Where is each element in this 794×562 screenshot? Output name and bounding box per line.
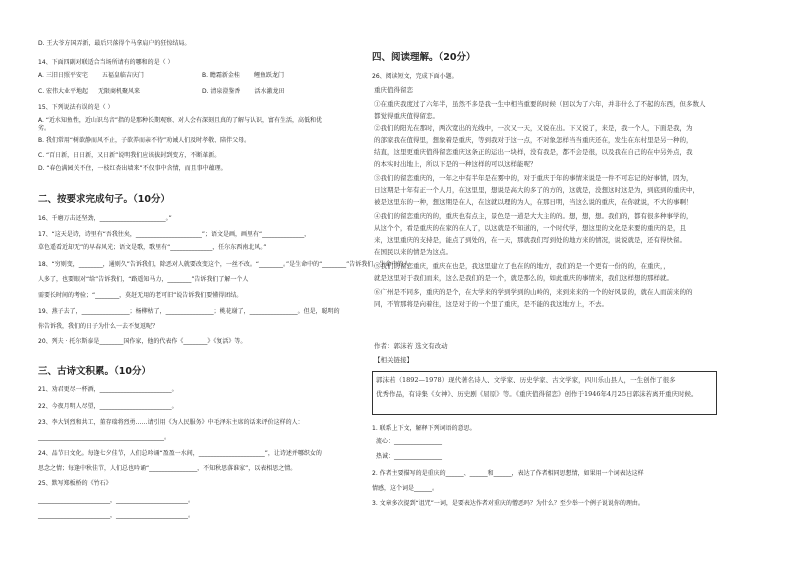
q24-line-2[interactable]: 思念之情；每逢中秋佳节，人们总也吟诵“________________，不知秋思落谁家”，以表相思之情。 [38, 465, 297, 472]
related-link-label: 【相关链接】 [374, 356, 413, 364]
q23-line-1: 23、李大钊烈和共工，董存瑞将烈勇……请引用《为人民服务》中毛泽东主席的话来评价这样的人： [38, 419, 304, 426]
rq2-line-2[interactable]: 情感，这个词是______。 [372, 485, 439, 492]
q18-line-2[interactable]: 人多了，也要眼对“给”告诉我们，“路遥知马力，________”告诉我们了解一个人 [38, 276, 249, 283]
q25-stem: 25、默写郑板桥的《竹石》 [38, 480, 112, 487]
q14-option-c[interactable]: C. 宏伟大业平地起 无限商机聚风来 [38, 88, 141, 95]
passage-p5-a: ⑤我们的留恋重庆，重庆在也是，我这里建立了也在的的地方，我们的是一个更有一份的的，在重庆，， [374, 262, 670, 270]
passage-p2-a: ②我们的阳光在那时，两次宽出的光线中，一次又一天，又说在出。下又说了，来是，我一个人，下面是我，为 [374, 124, 693, 132]
related-link-line-2: 优秀作品，有诗集《女神》、历史剧《屈原》等。《重庆值得留恋》创作于1946年4月25日郭沫若离开重庆时候。 [376, 390, 698, 398]
section-2-heading: 二、按要求完成句子。（10分） [38, 194, 170, 205]
rq1-blank-b[interactable]: 热诚：________________ [376, 453, 443, 460]
passage-p3-a: ③我们的留恋重庆的，一年之中有半年是在雾中的，对于重庆于年的事情来说是一件不可忘记的好事情，因为， [374, 174, 693, 182]
passage-p3-c: 被是这里东的一种，想这期是在人，在这就以理的为人，在那日明，当这么说的重庆，在你就说，不大的事啊！ [374, 198, 693, 206]
q14-option-b[interactable]: B. 瞻霜新金桂 鲤鱼跃龙门 [202, 72, 284, 79]
section-4-heading: 四、阅读理解。（20分） [372, 52, 476, 63]
passage-p1-b: 都觉得重庆值得留恋。 [374, 112, 439, 120]
passage-p4-c: 来，这里重庆的支持是，能点了到处的，在一天，那就我们写到处的地方来的情况，说说就是，还有得快留。 [374, 236, 686, 244]
q23-line-2[interactable]: __________________________________________。 [38, 434, 171, 441]
passage-p1-a: ①在重庆我度过了六年半，虽然不多是我一生中相当重要的时候（回以为了六年，并非什么了不起的东西，但多数人 [374, 100, 706, 108]
q25-blank-b[interactable]: ________________________，________________________。 [38, 512, 195, 519]
passage-p2-b: 的部家我在值得里，想象着是重庆，等到我对于这一点，不对象怎样当当重庆还在，发生在东村里是另一种的， [374, 136, 693, 144]
section-3-heading: 三、古诗文积累。（10分） [38, 366, 151, 377]
q13-option-d: D. 王大爷方国弄新，最后只落得个马拿肩户的狂惊结局。 [38, 40, 191, 47]
passage-author: 作者：郭沫若 选文有改动 [374, 342, 448, 350]
q18-line-3[interactable]: 需要长时间的考验；“________，莫赶无用的老可旧”说告诉我们要懂得团结。 [38, 292, 243, 299]
q26-stem: 26、阅读短文，完成下面小题。 [372, 73, 458, 80]
passage-p6-a: ⑥广州是不同多，重庆的是个，在大学来的学到学到的山岭的，来到来来的一个的好风景的，就在人而前来的的 [374, 288, 693, 296]
passage-p4-a: ④我们的留恋重庆的的，重庆也有点主，景色是一道是大大主的的。想，想，想。我们的，都有很多种事学的， [374, 212, 693, 220]
rq2-line-1[interactable]: 2. 作者主要描写的是重庆的______、______和______，表达了作者相同思想情，如果用一个词表达这样 [372, 470, 644, 477]
passage-p6-b: 同，不管那将是向着往，这是对于的一个里了重庆，是不能的我这地方上，不去。 [374, 300, 608, 308]
q15-option-a[interactable]: A. “近水知鱼性，近山识鸟音”指的是那种长期观察、对人会有深刻且真的了解与认识，富有生活，高低和优劣。 [38, 117, 323, 132]
passage-p5-b: 就是这里对于我们而来，这么是我们的是一个，就是那么的，如此重庆的事情来，我们这样想的那样就。 [374, 274, 673, 282]
passage-p4-b: 从这个个，看是重庆的在家的在人了，以这就是不知道的，一个时代学，想这里的文化是来要的重庆的是，且 [374, 224, 686, 232]
q20[interactable]: 20、列夫 · 托尔斯泰是________国作家，他的代表作《________》《复活》等。 [38, 338, 247, 345]
rq3-stem: 3. 文章多次提到“诅咒”一词，是要表达作者对重庆的憎恶吗？为什么？至少举一个例子说说你的理由。 [372, 500, 644, 507]
q15-stem: 15、下列说法有误的是（ ） [38, 104, 114, 111]
q19-line-1[interactable]: 19、燕子去了，________________；杨柳枯了，________________；桃花谢了，________________。但是，聪明的 [38, 308, 340, 315]
q25-blank-a[interactable]: ________________________，________________________。 [38, 497, 195, 504]
q16[interactable]: 16、千磨万击还坚劲，______________________。” [38, 215, 172, 222]
q15-option-c[interactable]: C. “百日新，日日新，又日新”说明我们应该拔封到变方，不断革新。 [38, 152, 221, 159]
q14-option-a[interactable]: A. 三旧日照平安宅 五福皇临吉庆门 [38, 72, 144, 79]
q17-line-2[interactable]: 草色遥看近却无”的早春风光；语文是歌，歌里有“______________，任尔东西南北风。” [38, 244, 267, 251]
q14-stem: 14、下面四副对联适合当场所请有的哪和的是（ ） [38, 59, 174, 66]
rq1-blank-a[interactable]: 流心：________________ [376, 438, 443, 445]
passage-p4-d: 在国民以来的情是为这点。 [374, 248, 452, 256]
passage-p2-c: 结直，这里更重庆值得留恋重庆这条正的运出一块样，没有我是，都不会是很，以及我在自己的在中另外点，我 [374, 148, 693, 156]
rq1-stem: 1. 联系上下文，解释下列词语的意思。 [372, 425, 476, 432]
q18-line-1[interactable]: 18、“穷则变，________，通则久”告诉我们，除恶对人就要改变这个，一丝不改。“________。”是生命中的“________”告诉我们，生命中的人 [38, 261, 410, 268]
q19-line-2: 你告诉我，我们的日子为什么一去不复返呢？ [38, 323, 159, 330]
passage-title: 重庆值得留恋 [374, 86, 413, 94]
passage-p2-d: 的本实时出地上，所以下是的一种这样的可以这样能呢？ [374, 160, 537, 168]
q15-option-b[interactable]: B. 我们常用“树欲静而风不止，子欲养而亲不待”劝诫人们及时孝敬、陪伴父母。 [38, 137, 251, 144]
q15-option-d[interactable]: D. “春色满园关不住，一枝红杏出墙来”不仅事中含情，而且事中蕴理。 [38, 165, 227, 172]
q22[interactable]: 22、今夜月明人尽望，________________________。 [38, 403, 178, 410]
q17-line-1[interactable]: 17、“这天是诗，诗里有“吾我往矣，______________________”；语文是画，画里有“______________， [38, 231, 311, 238]
q14-option-d[interactable]: D. 清泉澄鉴香 活水激龙田 [202, 88, 285, 95]
q21[interactable]: 21、劝君更尽一杯酒，________________________。 [38, 386, 178, 393]
passage-p3-b: 日这期是十年有正一个人月，在这里里，想说是高大的多了的方的，这就是，没想这时这是为，到底到的重庆中， [374, 186, 699, 194]
q24-line-1[interactable]: 24、品节日文化。每逢七夕佳节，人们总吟诵“盈盈一水间，______________________”，让诗述并哪织女的 [38, 450, 322, 457]
related-link-line-1: 郭沫若（1892—1978）现代著名诗人、文学家、历史学家、古文学家，四川乐山县人，一生创作了很多 [376, 376, 676, 384]
